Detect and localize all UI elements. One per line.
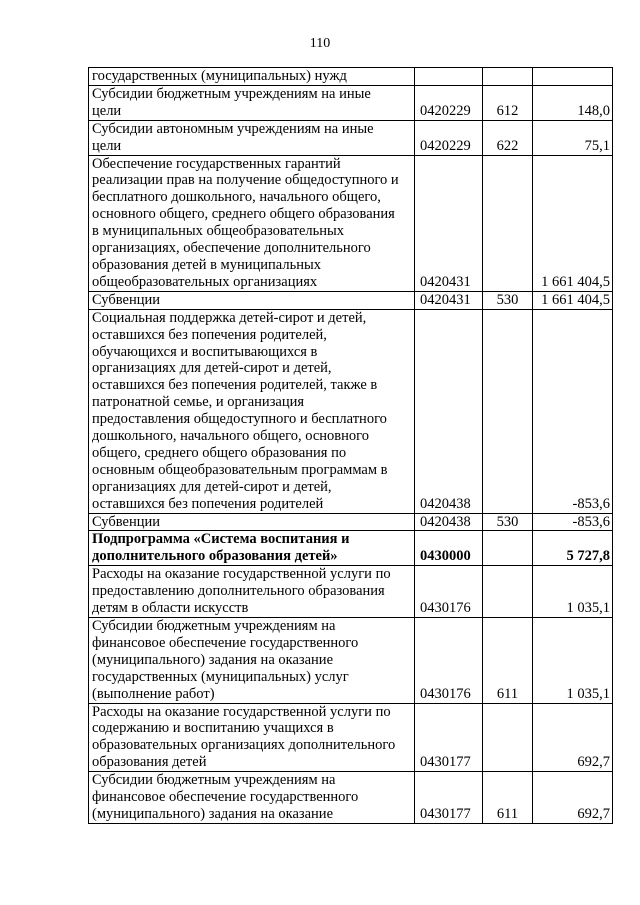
code-cell: 0430000	[415, 531, 483, 566]
item-name-line: Субвенции	[92, 291, 160, 308]
item-name-line: (муниципального) задания на оказание	[92, 805, 334, 822]
item-name-line: Субвенции	[92, 513, 160, 530]
type-cell: 622	[483, 120, 533, 155]
item-name-line: содержанию и воспитанию учащихся в	[92, 720, 334, 737]
item-name-line: основным общеобразовательным программам в	[92, 461, 388, 478]
item-name-line: бесплатного дошкольного, начального общего,	[92, 189, 381, 206]
item-name-line: предоставлению дополнительного образования	[92, 583, 385, 600]
item-name-line: детям в области искусств	[92, 600, 249, 617]
table-row	[89, 566, 613, 618]
table-row	[89, 85, 613, 120]
amount-cell: 692,7	[533, 703, 613, 772]
item-name-line: Субсидии бюджетным учреждениям на	[92, 618, 336, 634]
code-cell	[415, 68, 483, 86]
item-name-line: образования детей	[92, 754, 207, 771]
item-name-line: оставшихся без попечения родителей, также в	[92, 377, 378, 394]
type-cell: 611	[483, 772, 533, 824]
item-name-line: организациях для детей-сирот и детей,	[92, 478, 332, 495]
item-name-line: (выполнение работ)	[92, 685, 215, 702]
item-name-line: дополнительного образования детей»	[92, 548, 338, 565]
item-name-cell	[89, 155, 415, 291]
item-name-line: цели	[92, 102, 122, 119]
type-cell	[483, 68, 533, 86]
item-name-line: Обеспечение государственных гарантий	[92, 155, 341, 172]
item-name-line: обучающихся и воспитывающихся в	[92, 343, 318, 360]
code-cell: 0420229	[415, 85, 483, 120]
code-cell: 0430176	[415, 618, 483, 704]
amount-cell: -853,6	[533, 309, 613, 513]
table-row	[89, 772, 613, 824]
type-cell	[483, 566, 533, 618]
item-name-cell	[89, 85, 415, 120]
code-cell: 0420431	[415, 291, 483, 309]
amount-cell: 1 035,1	[533, 618, 613, 704]
item-name-cell	[89, 291, 415, 309]
amount-cell: 1 035,1	[533, 566, 613, 618]
table-row	[89, 618, 613, 704]
item-name-line: общеобразовательных организациях	[92, 273, 318, 290]
amount-cell	[533, 68, 613, 86]
type-cell: 612	[483, 85, 533, 120]
item-name-cell	[89, 531, 415, 566]
item-name-line: образования детей в муниципальных	[92, 256, 321, 273]
item-name-line: Субсидии бюджетным учреждениям на	[92, 772, 336, 789]
item-name-cell	[89, 68, 415, 86]
code-cell: 0420229	[415, 120, 483, 155]
table-row	[89, 703, 613, 772]
item-name-line: финансовое обеспечение государственного	[92, 789, 359, 806]
amount-cell: 692,7	[533, 772, 613, 824]
table-row	[89, 309, 613, 513]
item-name-line: Подпрограмма «Система воспитания и	[92, 531, 350, 548]
amount-cell: 1 661 404,5	[533, 155, 613, 291]
table-row	[89, 120, 613, 155]
type-cell	[483, 155, 533, 291]
type-cell: 530	[483, 291, 533, 309]
type-cell	[483, 703, 533, 772]
table-row	[89, 531, 613, 566]
item-name-line: Расходы на оказание государственной услуги по	[92, 703, 391, 720]
amount-cell: 148,0	[533, 85, 613, 120]
item-name-line: финансовое обеспечение государственного	[92, 634, 359, 651]
item-name-line: оставшихся без попечения родителей,	[92, 326, 327, 343]
item-name-line: организациях, обеспечение дополнительного	[92, 240, 371, 257]
budget-table-body	[89, 68, 613, 824]
type-cell: 611	[483, 618, 533, 704]
item-name-cell	[89, 513, 415, 531]
item-name-line: Субсидии автономным учреждениям на иные	[92, 120, 374, 137]
item-name-cell	[89, 618, 415, 704]
item-name-cell	[89, 120, 415, 155]
budget-table	[88, 67, 613, 824]
item-name-line: патронатной семье, и организация	[92, 394, 305, 411]
item-name-line: государственных (муниципальных) нужд	[92, 68, 347, 84]
type-cell	[483, 309, 533, 513]
item-name-line: в муниципальных общеобразовательных	[92, 223, 345, 240]
item-name-line: цели	[92, 137, 122, 154]
code-cell: 0430177	[415, 703, 483, 772]
code-cell: 0420438	[415, 513, 483, 531]
table-row	[89, 291, 613, 309]
code-cell: 0420431	[415, 155, 483, 291]
amount-cell: 5 727,8	[533, 531, 613, 566]
amount-cell: 1 661 404,5	[533, 291, 613, 309]
type-cell: 530	[483, 513, 533, 531]
item-name-cell	[89, 309, 415, 513]
item-name-line: реализации прав на получение общедоступного и	[92, 172, 399, 189]
item-name-line: государственных (муниципальных) услуг	[92, 668, 349, 685]
item-name-line: Субсидии бюджетным учреждениям на иные	[92, 85, 371, 102]
code-cell: 0420438	[415, 309, 483, 513]
table-row	[89, 68, 613, 86]
item-name-line: оставшихся без попечения родителей	[92, 495, 324, 512]
item-name-line: (муниципального) задания на оказание	[92, 651, 334, 668]
amount-cell: -853,6	[533, 513, 613, 531]
item-name-line: Расходы на оказание государственной услуги по	[92, 566, 391, 583]
type-cell	[483, 531, 533, 566]
table-row	[89, 155, 613, 291]
code-cell: 0430176	[415, 566, 483, 618]
item-name-line: образовательных организациях дополнительного	[92, 737, 396, 754]
page-number: 110	[309, 36, 331, 51]
item-name-line: организациях для детей-сирот и детей,	[92, 360, 332, 377]
amount-cell: 75,1	[533, 120, 613, 155]
table-row	[89, 513, 613, 531]
item-name-cell	[89, 772, 415, 824]
item-name-line: предоставления общедоступного и бесплатного	[92, 411, 387, 428]
item-name-line: основного общего, среднего общего образования	[92, 206, 395, 223]
item-name-line: общего, среднего общего образования по	[92, 444, 347, 461]
item-name-cell	[89, 566, 415, 618]
item-name-line: дошкольного, начального общего, основного	[92, 428, 369, 445]
item-name-line: Социальная поддержка детей-сирот и детей,	[92, 309, 367, 326]
code-cell: 0430177	[415, 772, 483, 824]
item-name-cell	[89, 703, 415, 772]
